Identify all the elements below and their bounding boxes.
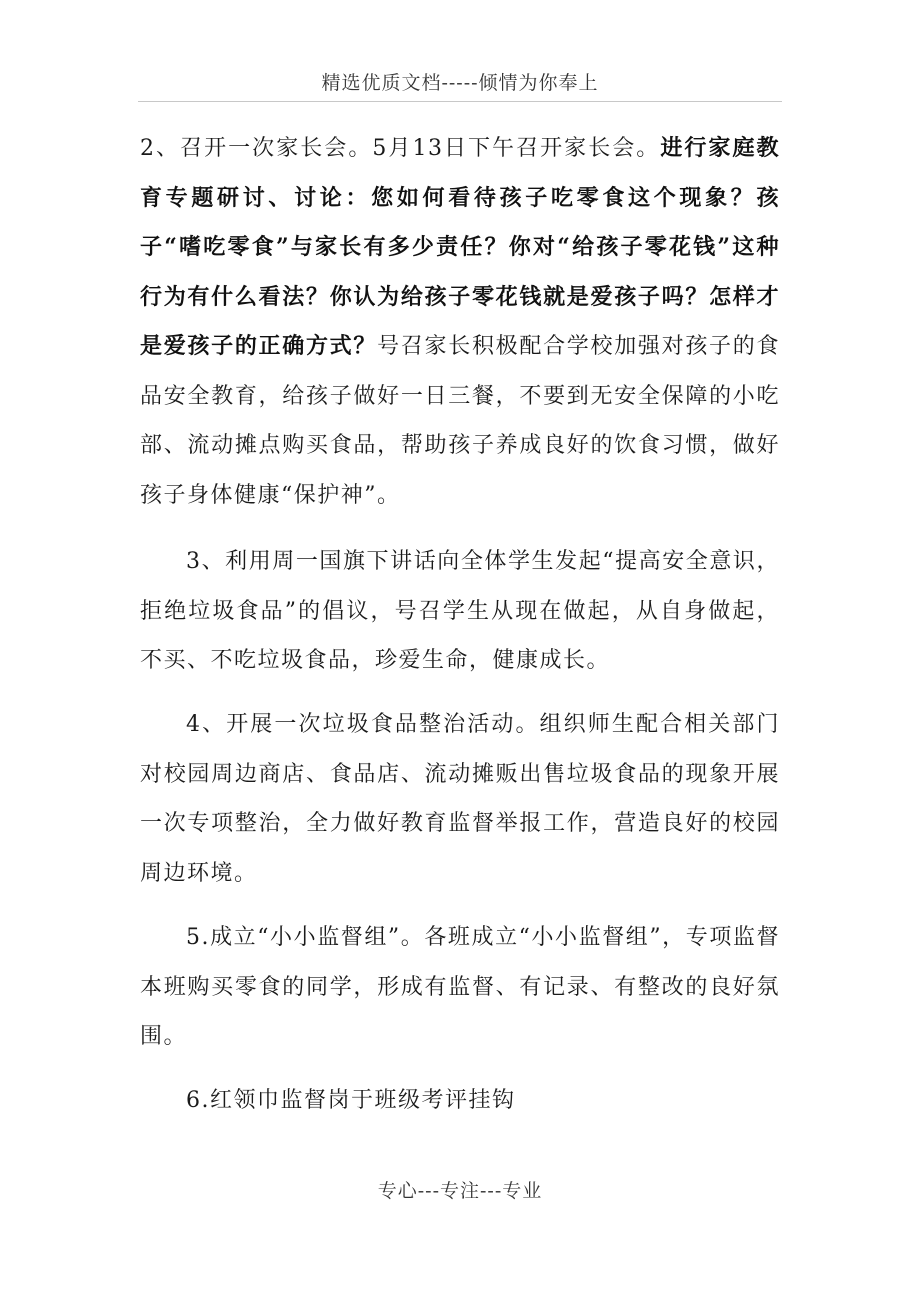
paragraph-3: 3、利用周一国旗下讲话向全体学生发起“提高安全意识，拒绝垃圾食品”的倡议，号召学生从现在做起，从自身做起，不买、不吃垃圾食品，珍爱生命，健康成长。 (140, 549, 780, 673)
paragraph-6: 6.红领巾监督岗于班级考评挂钩 (186, 1088, 516, 1113)
page-header: 精选优质文档-----倾情为你奉上 (321, 72, 599, 94)
header-divider (138, 101, 782, 102)
paragraph-4: 4、开展一次垃圾食品整治活动。组织师生配合相关部门对校园周边商店、食品店、流动摊贩出售垃圾食品的现象开展一次专项整治，全力做好教育监督举报工作，营造良好的校园周边环境。 (140, 712, 780, 886)
paragraph-2-lead: 2、召开一次家长会。5月13日下午召开家长会。 (140, 136, 661, 161)
paragraph-2 (140, 124, 780, 520)
paragraph-2-tail: 号召家长积极配合学校加强对孩子的食品安全教育，给孩子做好一日三餐，不要到无安全保障的小吃部、流动摊点购买食品，帮助孩子养成良好的饮食习惯，做好孩子身体健康“保护神”。 (140, 334, 780, 508)
paragraph-2-bold: 进行家庭教育专题研讨、讨论：您如何看待孩子吃零食这个现象？孩子“嗜吃零食”与家长有多少责任？你对“给孩子零花钱”这种行为有什么看法？你认为给孩子零花钱就是爱孩子吗？怎样才是爱孩子的正确方式？ (140, 135, 780, 359)
paragraph-5: 5.成立“小小监督组”。各班成立“小小监督组”，专项监督本班购买零食的同学，形成有监督、有记录、有整改的良好氛围。 (140, 925, 780, 1049)
page-footer: 专心---专注---专业 (377, 1180, 543, 1202)
